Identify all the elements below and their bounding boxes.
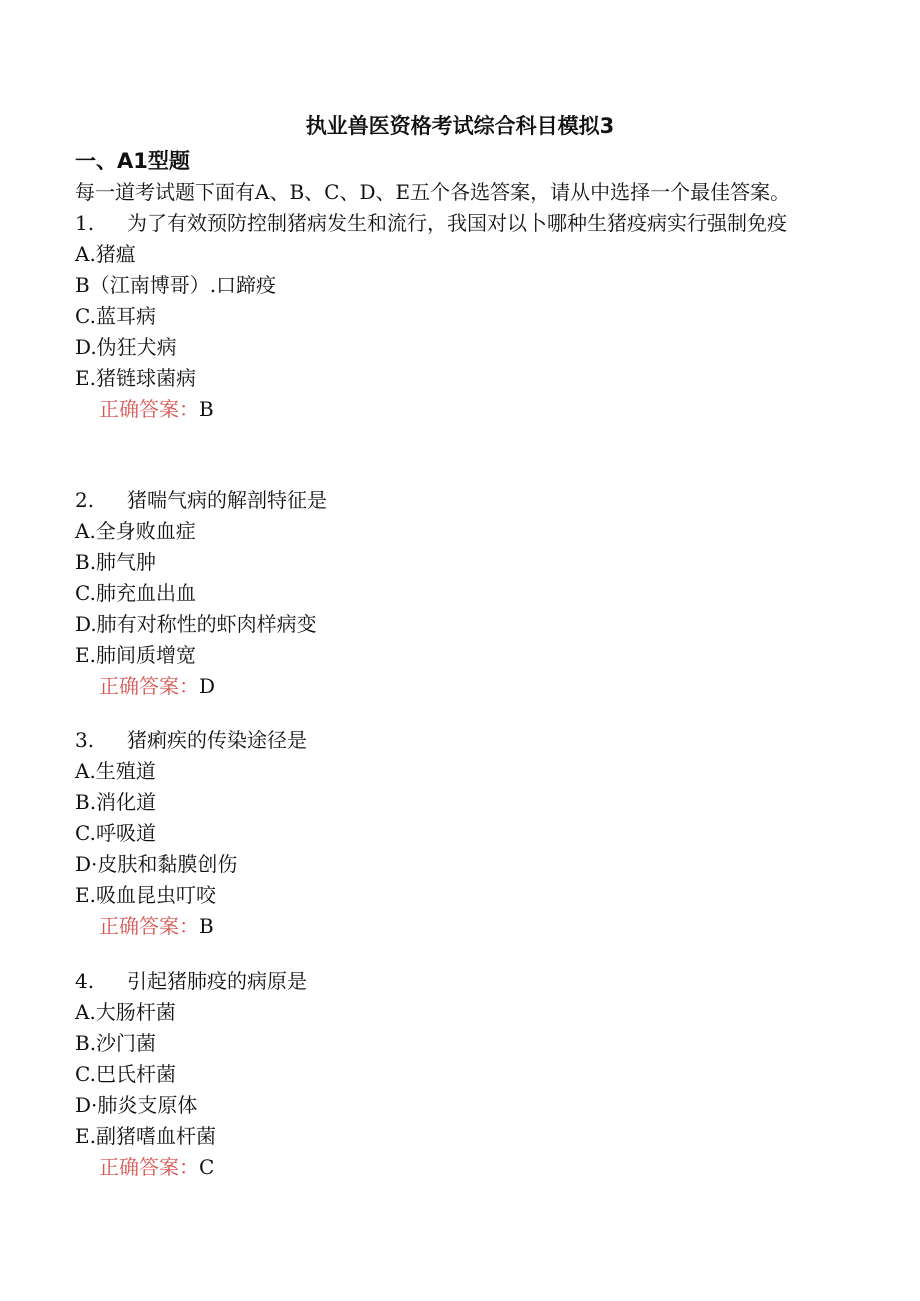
option-a: A.大肠杆菌 <box>75 1000 176 1024</box>
option-a: A.全身败血症 <box>75 519 196 543</box>
answer-value: D <box>199 674 216 698</box>
option-a: A.猪瘟 <box>75 242 136 266</box>
option-d: D·皮肤和黏膜创伤 <box>75 852 238 876</box>
correct-answer <box>99 911 835 942</box>
option-d: D.肺有对称性的虾肉样病变 <box>75 612 317 636</box>
option-e: E.肺间质增宽 <box>75 643 196 667</box>
answer-label: 正确答案： <box>99 674 199 698</box>
option-c: C.呼吸道 <box>75 821 156 845</box>
answer-value: C <box>199 1155 215 1179</box>
option-e: E.吸血昆虫叮咬 <box>75 883 216 907</box>
question-stem <box>75 966 835 997</box>
answer-label: 正确答案： <box>99 397 199 421</box>
question-text: 猪喘气病的解剖特征是 <box>127 488 327 512</box>
instructions: 每一道考试题下面有A、B、C、D、E五个各选答案，请从中选择一个最佳答案。 <box>75 180 791 204</box>
option-b: B.消化道 <box>75 790 157 814</box>
question-4 <box>75 966 835 1183</box>
question-number: 1. <box>75 211 95 235</box>
answer-label: 正确答案： <box>99 1155 199 1179</box>
question-stem <box>75 208 835 239</box>
question-number: 3. <box>75 728 95 752</box>
correct-answer <box>99 1152 835 1183</box>
option-e: E.猪链球菌病 <box>75 366 196 390</box>
question-text: 引起猪肺疫的病原是 <box>127 969 307 993</box>
correct-answer <box>99 671 835 702</box>
option-e: E.副猪嗜血杆菌 <box>75 1124 216 1148</box>
answer-value: B <box>199 914 214 938</box>
question-stem <box>75 485 835 516</box>
option-d: D·肺炎支原体 <box>75 1093 198 1117</box>
option-d: D.伪狂犬病 <box>75 335 177 359</box>
question-text: 为了有效预防控制猪病发生和流行，我国对以卜哪种生猪疫病实行强制免疫 <box>127 211 787 235</box>
question-1 <box>75 208 835 425</box>
question-number: 2. <box>75 488 95 512</box>
question-2 <box>75 485 835 702</box>
document-title: 执业兽医资格考试综合科目模拟3 <box>305 114 615 138</box>
question-number: 4. <box>75 969 95 993</box>
option-c: C.肺充血出血 <box>75 581 196 605</box>
option-b: B（江南博哥）.口蹄疫 <box>75 273 277 297</box>
question-text: 猪痢疾的传染途径是 <box>127 728 307 752</box>
option-c: C.巴氏杆菌 <box>75 1062 176 1086</box>
answer-label: 正确答案： <box>99 914 199 938</box>
option-c: C.蓝耳病 <box>75 304 156 328</box>
option-a: A.生殖道 <box>75 759 156 783</box>
correct-answer <box>99 394 835 425</box>
answer-value: B <box>199 397 214 421</box>
option-b: B.沙门菌 <box>75 1031 157 1055</box>
question-3 <box>75 725 835 942</box>
section-heading: 一、A1型题 <box>75 149 190 173</box>
option-b: B.肺气肿 <box>75 550 157 574</box>
question-stem <box>75 725 835 756</box>
